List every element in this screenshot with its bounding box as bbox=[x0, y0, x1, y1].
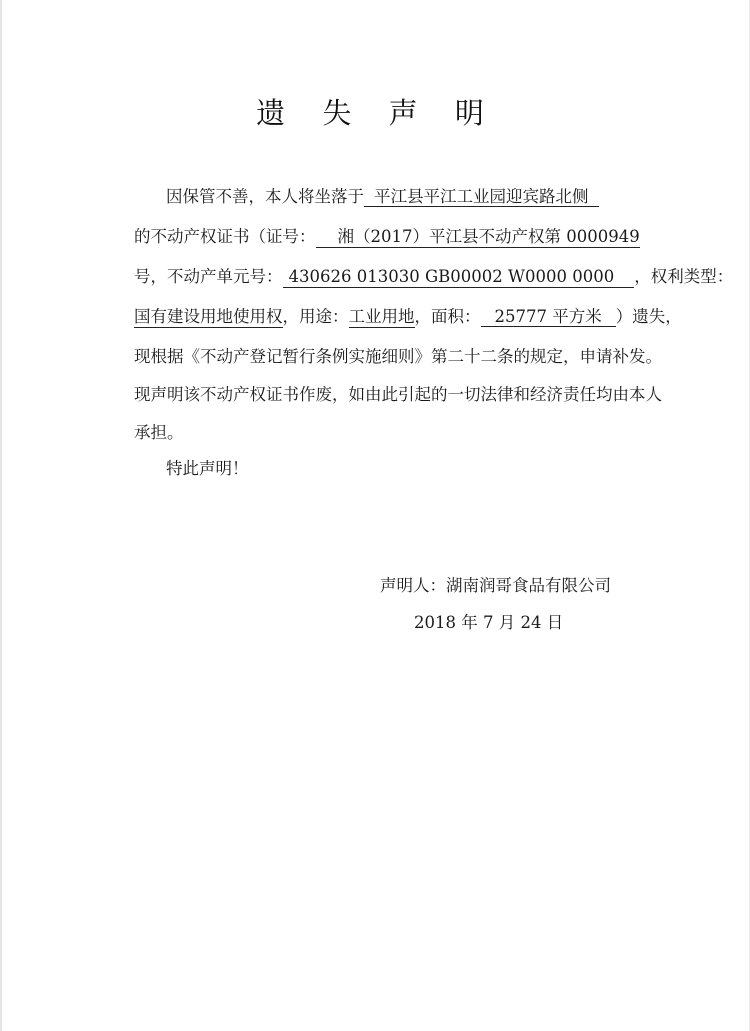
body-line-2 bbox=[134, 226, 640, 248]
declaration-date: 2018 年 7 月 24 日 bbox=[414, 613, 564, 632]
declarant-signature: 声明人：湖南润哥食品有限公司 bbox=[380, 576, 611, 595]
line4-sep1: ，用途： bbox=[282, 307, 349, 326]
line4-suffix: ）遗失， bbox=[615, 307, 682, 326]
body-line-1 bbox=[166, 186, 599, 208]
closing-statement: 特此声明！ bbox=[166, 459, 249, 478]
body-line-7: 承担。 bbox=[134, 423, 184, 442]
body-line-6: 现声明该不动产权证书作废，如由此引起的一切法律和经济责任均由本人 bbox=[134, 385, 662, 404]
line4-sep2: ，面积： bbox=[414, 307, 481, 326]
body-line-4 bbox=[134, 306, 682, 328]
property-unit-number: 430626 013030 GB00002 W0000 0000 bbox=[283, 267, 635, 288]
body-line-3 bbox=[134, 266, 733, 288]
right-type: 国有建设用地使用权 bbox=[134, 307, 283, 326]
line3-prefix: 号，不动产单元号： bbox=[134, 267, 283, 286]
body-line-5: 现根据《不动产登记暂行条例实施细则》第二十二条的规定，申请补发。 bbox=[134, 347, 662, 366]
land-usage: 工业用地 bbox=[348, 307, 415, 326]
line2-prefix: 的不动产权证书（证号： bbox=[134, 227, 316, 246]
property-location: 平江县平江工业园迎宾路北侧 bbox=[364, 187, 599, 207]
document-title: 遗 失 声 明 bbox=[256, 96, 498, 130]
line3-suffix: ，权利类型： bbox=[634, 267, 734, 286]
line1-prefix: 因保管不善，本人将坐落于 bbox=[166, 187, 364, 206]
certificate-number: 湘（2017）平江县不动产权第 0000949 bbox=[316, 227, 640, 248]
land-area: 25777 平方米 bbox=[481, 307, 616, 327]
